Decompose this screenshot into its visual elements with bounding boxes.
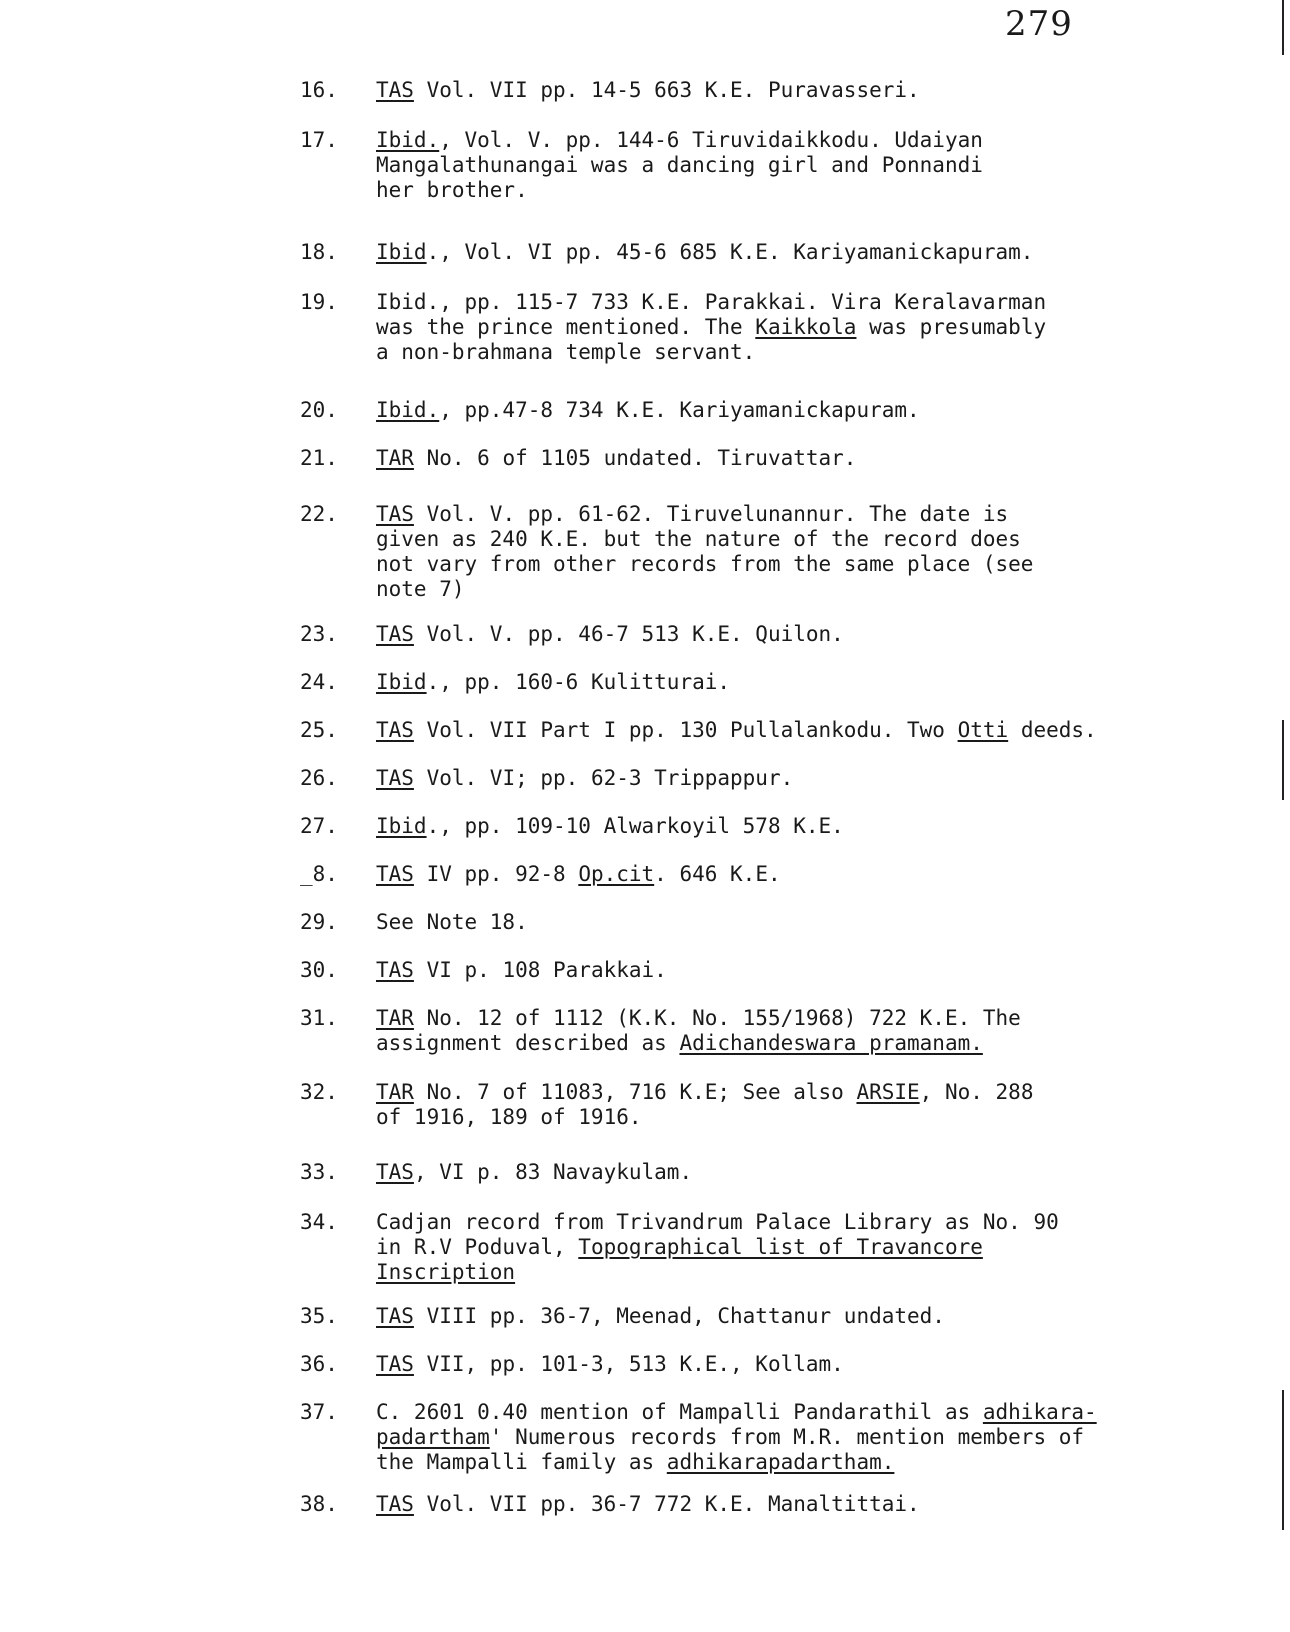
underlined-text: TAS	[376, 766, 414, 790]
text-segment: was presumably	[856, 315, 1047, 339]
footnote-number: 22.	[300, 502, 338, 526]
text-segment: assignment described as	[376, 1031, 680, 1055]
underlined-text: padartham	[376, 1425, 490, 1449]
footnote-line	[376, 78, 920, 103]
footnote-text	[376, 958, 667, 983]
footnote-line	[376, 1492, 920, 1517]
footnote-number: 21.	[300, 446, 338, 470]
footnote-line	[376, 290, 1046, 315]
text-segment: No. 6 of 1105 undated. Tiruvattar.	[413, 446, 857, 470]
footnote-line	[376, 502, 1033, 527]
footnote-text	[376, 718, 1097, 743]
footnote-line	[376, 1304, 945, 1329]
underlined-text: Inscription	[376, 1260, 516, 1284]
text-segment: Mangalathunangai was a dancing girl and Ponnandi	[376, 153, 983, 177]
footnote-line	[376, 1425, 1097, 1450]
underlined-text: TAS	[376, 718, 414, 742]
footnote-number: 17.	[300, 128, 338, 152]
footnote-number: 16.	[300, 78, 338, 102]
text-segment: her brother.	[376, 178, 528, 202]
footnote-number: 26.	[300, 766, 338, 790]
text-segment: a non-brahmana temple servant.	[376, 340, 756, 364]
footnote-number: 34.	[300, 1210, 338, 1234]
text-segment: note 7)	[376, 577, 465, 601]
text-segment: C. 2601 0.40 mention of Mampalli Pandarathil as	[376, 1400, 983, 1424]
scan-edge-mark	[1282, 0, 1284, 55]
footnote-number: 27.	[300, 814, 338, 838]
footnote-number: 37.	[300, 1400, 338, 1424]
footnote-number: 36.	[300, 1352, 338, 1376]
footnote-line	[376, 814, 844, 839]
footnote-line	[376, 153, 983, 178]
underlined-text: TAS	[376, 1160, 414, 1184]
underlined-text: TAS	[376, 958, 414, 982]
footnote-text	[376, 766, 793, 791]
underlined-text: Ibid.	[376, 128, 440, 152]
footnote-text	[376, 446, 856, 471]
footnote-line	[376, 1235, 1059, 1260]
text-segment: Vol. VII pp. 36-7 772 K.E. Manaltittai.	[413, 1492, 920, 1516]
footnote-number: 25.	[300, 718, 338, 742]
footnote-line	[376, 577, 1033, 602]
text-segment: of 1916, 189 of 1916.	[376, 1105, 642, 1129]
text-segment: ., pp. 109-10 Alwarkoyil 578 K.E.	[426, 814, 844, 838]
footnote-text	[376, 1304, 945, 1329]
text-segment: given as 240 K.E. but the nature of the record does	[376, 527, 1021, 551]
text-segment: Vol. V. pp. 46-7 513 K.E. Quilon.	[413, 622, 844, 646]
footnote-number: 19.	[300, 290, 338, 314]
footnote-line	[376, 670, 730, 695]
footnote-line	[376, 1210, 1059, 1235]
footnote-text	[376, 814, 844, 839]
underlined-text: ARSIE	[856, 1080, 920, 1104]
underlined-text: TAR	[376, 1006, 414, 1030]
scan-edge-mark	[1282, 1390, 1284, 1530]
text-segment: VI p. 108 Parakkai.	[413, 958, 667, 982]
footnote-text	[376, 1352, 844, 1377]
text-segment: deeds.	[1008, 718, 1097, 742]
footnote-text	[376, 240, 1033, 265]
text-segment: VIII pp. 36-7, Meenad, Chattanur undated.	[413, 1304, 945, 1328]
footnote-text	[376, 1400, 1097, 1475]
footnote-line	[376, 1031, 1021, 1056]
footnote-line	[376, 178, 983, 203]
text-segment: No. 12 of 1112 (K.K. No. 155/1968) 722 K.E. The	[413, 1006, 1021, 1030]
underlined-text: Ibid	[376, 814, 427, 838]
footnote-number: 38.	[300, 1492, 338, 1516]
text-segment: not vary from other records from the same place (see	[376, 552, 1034, 576]
footnote-number: 18.	[300, 240, 338, 264]
footnote-line	[376, 398, 920, 423]
underlined-text: Ibid	[376, 670, 427, 694]
underlined-text: Ibid	[376, 240, 427, 264]
text-segment: Ibid., pp. 115-7 733 K.E. Parakkai. Vira Keralavarman	[376, 290, 1047, 314]
footnote-number: 30.	[300, 958, 338, 982]
text-segment: , No. 288	[919, 1080, 1034, 1104]
text-segment: ., Vol. VI pp. 45-6 685 K.E. Kariyamanickapuram.	[426, 240, 1034, 264]
footnote-line	[376, 622, 844, 647]
underlined-text: TAS	[376, 1492, 414, 1516]
footnote-line	[376, 1400, 1097, 1425]
footnote-line	[376, 1160, 692, 1185]
footnote-line	[376, 1352, 844, 1377]
text-segment: ' Numerous records from M.R. mention members of	[489, 1425, 1085, 1449]
footnote-line	[376, 340, 1046, 365]
footnote-line	[376, 718, 1097, 743]
underlined-text: TAS	[376, 78, 414, 102]
footnote-number: 35.	[300, 1304, 338, 1328]
footnote-line	[376, 446, 856, 471]
underlined-text: Otti	[957, 718, 1009, 742]
text-segment: Vol. VII Part I pp. 130 Pullalankodu. Two	[413, 718, 958, 742]
footnote-line	[376, 1006, 1021, 1031]
footnote-number: 29.	[300, 910, 338, 934]
underlined-text: adhikara-	[982, 1400, 1097, 1424]
footnote-text	[376, 910, 528, 935]
text-segment: Vol. VII pp. 14-5 663 K.E. Puravasseri.	[413, 78, 920, 102]
scan-edge-mark	[1282, 720, 1284, 800]
underlined-text: TAS	[376, 862, 414, 886]
footnote-line	[376, 910, 528, 935]
underlined-text: TAS	[376, 1304, 414, 1328]
text-segment: No. 7 of 11083, 716 K.E; See also	[413, 1080, 857, 1104]
footnote-text	[376, 1492, 920, 1517]
footnote-line	[376, 240, 1033, 265]
footnote-number: 20.	[300, 398, 338, 422]
underlined-text: TAS	[376, 502, 414, 526]
text-segment: See Note 18.	[376, 910, 528, 934]
footnote-text	[376, 670, 730, 695]
underlined-text: TAS	[376, 622, 414, 646]
footnote-number: 24.	[300, 670, 338, 694]
footnote-line	[376, 1080, 1033, 1105]
footnote-text	[376, 1210, 1059, 1285]
text-segment: ., pp. 160-6 Kulitturai.	[426, 670, 731, 694]
footnote-line	[376, 128, 983, 153]
underlined-text: Adichandeswara pramanam.	[679, 1031, 983, 1055]
underlined-text: adhikarapadartham.	[666, 1450, 895, 1474]
footnote-line	[376, 958, 667, 983]
footnote-number: 32.	[300, 1080, 338, 1104]
footnote-text	[376, 502, 1033, 602]
footnote-line	[376, 1105, 1033, 1130]
underlined-text: Kaikkola	[755, 315, 857, 339]
underlined-text: Topographical list of Travancore	[578, 1235, 983, 1259]
text-segment: , Vol. V. pp. 144-6 Tiruvidaikkodu. Udaiyan	[439, 128, 983, 152]
underlined-text: Op.cit	[578, 862, 655, 886]
footnote-line	[376, 1450, 1097, 1475]
footnote-text	[376, 862, 781, 887]
footnote-text	[376, 1160, 692, 1185]
footnote-line	[376, 527, 1033, 552]
footnote-line	[376, 1260, 1059, 1285]
footnote-number: _8.	[300, 862, 338, 886]
text-segment: in R.V Poduval,	[376, 1235, 579, 1259]
underlined-text: TAR	[376, 446, 414, 470]
text-segment: Vol. VI; pp. 62-3 Trippappur.	[413, 766, 794, 790]
text-segment: the Mampalli family as	[376, 1450, 667, 1474]
footnote-text	[376, 78, 920, 103]
footnote-line	[376, 766, 793, 791]
footnote-text	[376, 398, 920, 423]
text-segment: , VI p. 83 Navaykulam.	[413, 1160, 693, 1184]
footnote-text	[376, 128, 983, 203]
underlined-text: Ibid.	[376, 398, 440, 422]
footnote-text	[376, 1080, 1033, 1130]
text-segment: VII, pp. 101-3, 513 K.E., Kollam.	[413, 1352, 844, 1376]
text-segment: IV pp. 92-8	[413, 862, 579, 886]
footnote-number: 31.	[300, 1006, 338, 1030]
text-segment: , pp.47-8 734 K.E. Kariyamanickapuram.	[439, 398, 920, 422]
footnote-text	[376, 1006, 1021, 1056]
underlined-text: TAR	[376, 1080, 414, 1104]
footnote-line	[376, 552, 1033, 577]
text-segment: was the prince mentioned. The	[376, 315, 756, 339]
page-number: 279	[1005, 4, 1073, 44]
text-segment: Cadjan record from Trivandrum Palace Library as No. 90	[376, 1210, 1059, 1234]
footnote-number: 33.	[300, 1160, 338, 1184]
footnote-line	[376, 862, 781, 887]
underlined-text: TAS	[376, 1352, 414, 1376]
text-segment: . 646 K.E.	[654, 862, 781, 886]
text-segment: Vol. V. pp. 61-62. Tiruvelunannur. The date is	[413, 502, 1009, 526]
footnote-number: 23.	[300, 622, 338, 646]
footnote-text	[376, 622, 844, 647]
footnote-text	[376, 290, 1046, 365]
footnote-line	[376, 315, 1046, 340]
